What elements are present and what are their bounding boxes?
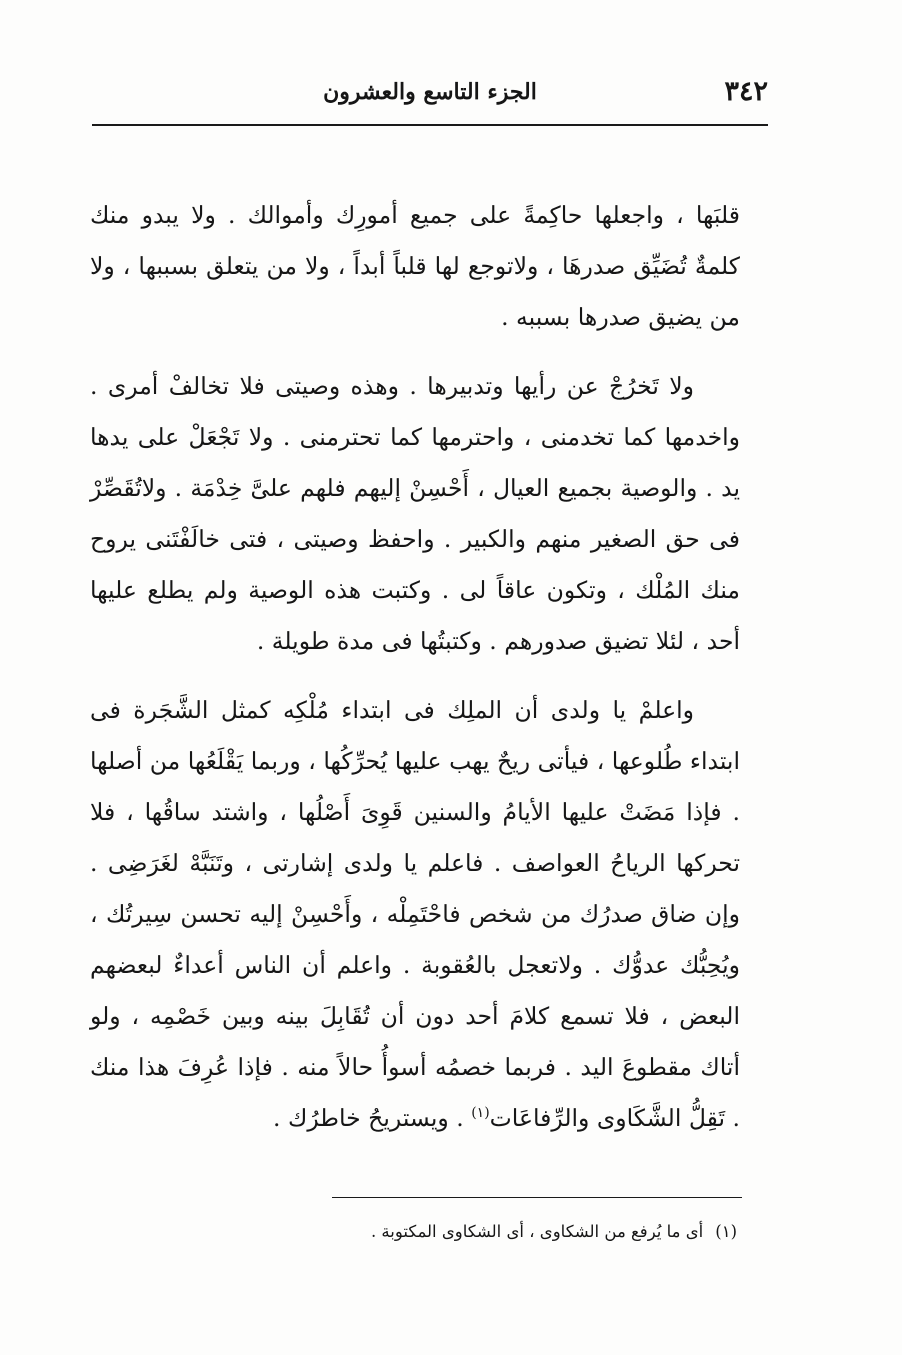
footnote-text: أى ما يُرفع من الشكاوى ، أى الشكاوى المكتوبة . <box>370 1222 704 1241</box>
footnote-marker: (١) <box>715 1222 737 1241</box>
paragraph-2: ولا تَخرُجْ عن رأيها وتدبيرها . وهذه وصيتى فلا تخالفْ أمرى . واخدمها كما تخدمنى ، واحترمها كما تحترمنى . ولا تَجْعَلْ على يدها يد . والوصية بجميع العيال ، أَحْسِنْ إليهم فلهم علىَّ خِدْمَة . ولاتُقَصِّرْ فى حق الصغير منهم والكبير . واحفظ وصيتى ، فتى خالَفْتَنى يروح منك المُلْك ، وتكون عاقاً لى . وكتبت هذه الوصية ولم يطلع عليها أحد ، لئلا تضيق صدورهم . وكتبتُها فى مدة طويلة . <box>90 372 740 655</box>
paragraph-3-text-before-mark: واعلمْ يا ولدى أن الملِك فى ابتداء مُلْكِه كمثل الشَّجَرة فى ابتداء طُلوعها ، فيأتى ريحٌ يهب عليها يُحرِّكُها ، وربما يَقْلَعُها من أصلها . فإذا مَضَتْ عليها الأيامُ والسنين قَوِىَ أَصْلُها ، واشتد ساقُها ، فلا تحركها الرياحُ العواصف . فاعلم يا ولدى إشارتى ، وتَنَبَّهْ لغَرَضِى . وإن ضاق صدرُك من شخص فاحْتَمِلْه ، وأَحْسِنْ إليه تحسن سِيرتُك ، ويُحِبُّك عدوُّك . ولاتعجل بالعُقوبة . واعلم أن الناس أعداءٌ لبعضهم البعض ، فلا تسمع كلامَ أحد دون أن تُقَابِلَ بينه وبين خَصْمِه ، ولو أتاك مقطوعَ اليد . فربما خصمُه أسوأُ حالاً منه . فإذا عُرِفَ هذا منك . تَقِلُّ الشَّكَاوى والرِّفاعَات <box>90 696 740 1132</box>
footnote <box>332 1218 737 1246</box>
footnote-reference-mark[interactable]: (١) <box>471 1105 490 1122</box>
page-number: ٣٤٢ <box>724 76 768 107</box>
paragraph-3-text-after-mark: . ويستريحُ خاطرُك . <box>273 1104 472 1132</box>
paragraph-1: قلبَها ، واجعلها حاكِمةً على جميع أمورِك وأموالك . ولا يبدو منك كلمةٌ تُضَيِّق صدرهَا ، ولاتوجع لها قلباً أبداً ، ولا من يتعلق بسببها ، ولا من يضيق صدرها بسببه . <box>90 201 740 331</box>
header-rule <box>92 124 768 126</box>
paragraph-3 <box>90 685 740 1144</box>
chapter-title: الجزء التاسع والعشرون <box>323 79 537 105</box>
footnote-rule <box>332 1197 742 1198</box>
running-header <box>92 72 768 112</box>
body-text <box>90 190 740 1144</box>
